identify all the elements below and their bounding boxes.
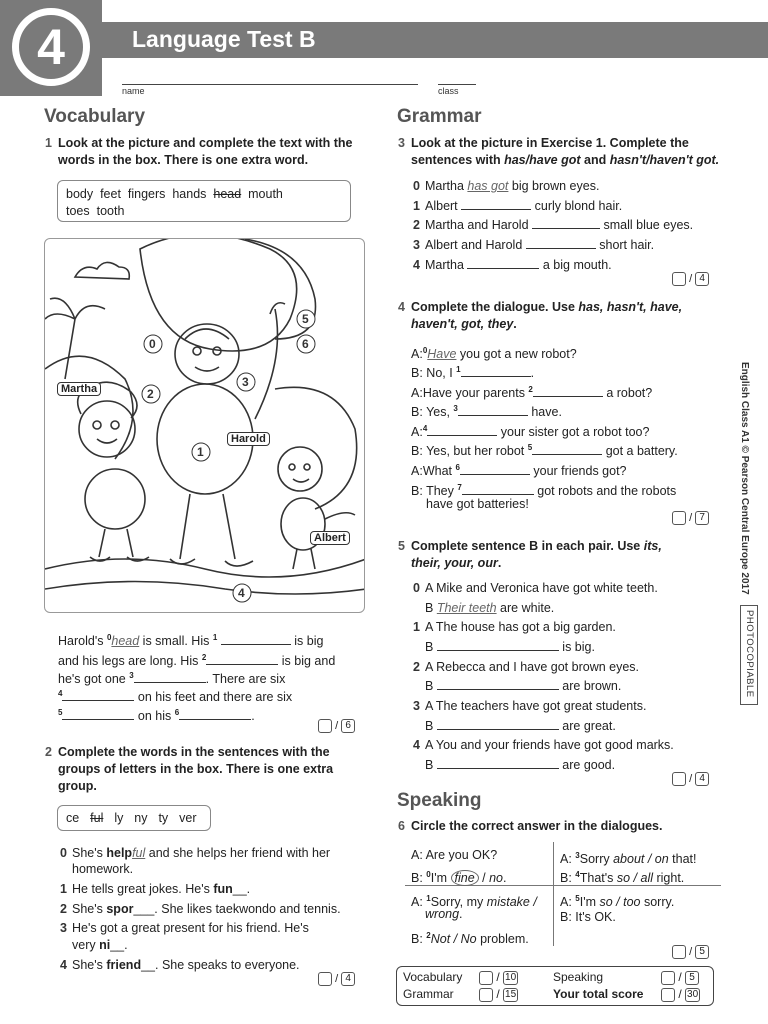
task1-line-5: $^5$ on his $^6$ . [58, 708, 255, 724]
word-tooth: tooth [96, 204, 125, 218]
task4-line-1: B: No, I $^1$ . [411, 365, 535, 381]
unit-number-block [0, 0, 102, 96]
task3-item-3: 3 Albert and Harold short hair. [413, 238, 655, 252]
word-body: body [66, 187, 94, 201]
pic-num-0: 0 [149, 337, 156, 351]
pic-num-2: 2 [147, 387, 154, 401]
word-hands: hands [172, 187, 207, 201]
task2-instruction [45, 744, 358, 795]
task5-item-3b: B are great. [425, 719, 616, 733]
photocopiable-box [740, 605, 758, 705]
word-fingers: fingers [127, 187, 166, 201]
copyright-text: English Class A1 © Pearson Central Europe 2017 [739, 362, 750, 595]
blank-2[interactable] [206, 653, 278, 665]
dialogue4-a: A: $^5$I'm so / too sorry. [560, 894, 675, 910]
dialogue3-b: B: $^4$That's so / all right. [560, 870, 685, 886]
task5-item-1a: 1 A The house has got a big garden. [413, 620, 616, 634]
blank-5[interactable] [62, 708, 134, 720]
task5-score: / 4 [672, 772, 709, 786]
task2-item-3-cont: very ni__. [72, 938, 128, 952]
cartoon-picture [44, 238, 365, 613]
task2-score: / 4 [318, 972, 355, 986]
blank-4[interactable] [62, 689, 134, 701]
task5-item-0a: 0 A Mike and Veronica have got white teeth. [413, 581, 658, 595]
dialogue2-b: B: $^2$Not / No problem. [411, 931, 529, 947]
task1-line-3: he's got one $^3$ . There are six [58, 671, 286, 687]
total-speaking: Speaking / 5 [553, 970, 699, 985]
task2-item-0-cont: homework. [72, 862, 134, 876]
task2-letter-box: ce ful ly ny ty ver [57, 805, 211, 831]
task2-item-2: 2 She's spor___. She likes taekwondo and tennis. [60, 902, 341, 916]
task4-line-4: A:$^4$ your sister got a robot too? [411, 424, 650, 440]
grammar-heading: Grammar [397, 106, 482, 127]
task3-instruction: 3 Look at the picture in Exercise 1. Complete the sentences with has/have got and hasn't/haven't got. [398, 136, 720, 167]
pic-num-5: 5 [302, 312, 309, 326]
word-toes: toes [66, 204, 90, 218]
task4-line-2: A:Have your parents $^2$ a robot? [411, 385, 653, 401]
task6-score: / 5 [672, 945, 709, 959]
task3-item-4: 4 Martha a big mouth. [413, 258, 612, 272]
task4-line-5: B: Yes, but her robot $^5$ got a battery. [411, 443, 678, 459]
task1-score: / 6 [318, 719, 355, 733]
dialogue4-b: B: It's OK. [560, 910, 616, 924]
circled-answer-fine[interactable]: fine [451, 870, 479, 886]
task4-line-6: A:What $^6$ your friends got? [411, 463, 627, 479]
dialogue1-a: A: Are you OK? [411, 848, 498, 862]
totals-box [396, 966, 714, 1006]
dialogue3-a: A: $^3$Sorry about / on that! [560, 851, 697, 867]
cartoon-illustration [45, 239, 365, 613]
task5-item-4a: 4 A You and your friends have got good marks. [413, 738, 674, 752]
pic-num-4: 4 [238, 586, 245, 600]
task4-line-3: B: Yes, $^3$ have. [411, 404, 562, 420]
task2-item-4: 4 She's friend__. She speaks to everyone. [60, 958, 300, 972]
task4-line-0: A:$^0$Have you got a new robot? [411, 346, 577, 362]
dialogue2-a: A: $^1$Sorry, my mistake / [411, 894, 537, 910]
task5-item-2b: B are brown. [425, 679, 622, 693]
class-line[interactable] [438, 84, 476, 85]
total-score: Your total score / 30 [553, 987, 699, 1001]
blank-3[interactable] [134, 671, 206, 683]
word-head-struck: head [213, 187, 242, 201]
blank-1[interactable] [221, 633, 291, 645]
class-label: class [438, 86, 459, 96]
task2-item-3: 3 He's got a great present for his friend. He's [60, 921, 309, 935]
task5-item-0b: B Their teeth are white. [425, 601, 555, 615]
score-box[interactable] [318, 719, 332, 733]
task5-item-3a: 3 A The teachers have got great students. [413, 699, 647, 713]
task6-dialogue-grid [405, 842, 721, 946]
pic-num-6: 6 [302, 337, 309, 351]
task1-line-1: Harold's $^0$head is small. His $^1$ is big [58, 633, 324, 649]
task5-item-4b: B are good. [425, 758, 616, 772]
task1-line-2: and his legs are long. His $^2$ is big and [58, 653, 336, 669]
task6-instruction: 6 Circle the correct answer in the dialogues. [398, 819, 663, 833]
word-mouth: mouth [248, 187, 283, 201]
name-line[interactable] [122, 84, 418, 85]
total-grammar: Grammar / 15 [403, 987, 517, 1001]
task1-answer-0: head [111, 634, 140, 649]
photocopiable-text: PHOTOCOPIABLE [744, 610, 755, 698]
task2-number: 2 [45, 745, 52, 759]
name-label: name [122, 86, 145, 96]
task5-instruction: 5 Complete sentence B in each pair. Use its, their, your, our. [398, 539, 662, 570]
task3-item-1: 1 Albert curly blond hair. [413, 199, 623, 213]
speaking-heading: Speaking [397, 790, 482, 811]
task4-line-7-cont: have got batteries! [426, 497, 529, 511]
task5-item-1b: B is big. [425, 640, 595, 654]
pic-num-3: 3 [242, 375, 249, 389]
unit-number: 4 [12, 8, 90, 86]
task1-text: Look at the picture and complete the text with the words in the box. There is one extra word. [58, 136, 353, 167]
letters-ful-struck: ful [90, 811, 104, 825]
task3-item-0: 0 Martha has got big brown eyes. [413, 179, 600, 193]
task1-line-4: $^4$ on his feet and there are six [58, 689, 293, 705]
word-feet: feet [100, 187, 121, 201]
task1-number: 1 [45, 136, 52, 150]
task1-word-box [57, 180, 351, 222]
label-albert: Albert [310, 531, 350, 545]
pic-num-1: 1 [197, 445, 204, 459]
task4-line-7: B: They $^7$ got robots and the robots [411, 483, 677, 499]
task1-instruction [45, 135, 368, 169]
task4-score: / 7 [672, 511, 709, 525]
task2-item-1: 1 He tells great jokes. He's fun__. [60, 882, 251, 896]
label-harold: Harold [227, 432, 270, 446]
dialogue2-a-cont: wrong. [425, 907, 463, 921]
vocabulary-heading: Vocabulary [44, 106, 146, 127]
dialogue1-b: B: $^0$I'm fine / no. [411, 870, 507, 886]
task2-text: Complete the words in the sentences with the groups of letters in the box. There is one extra group. [58, 745, 334, 793]
page-title: Language Test B [132, 26, 316, 52]
task5-item-2a: 2 A Rebecca and I have got brown eyes. [413, 660, 640, 674]
task2-item-0: 0 She's helpful and she helps her friend with her [60, 846, 331, 860]
total-vocabulary: Vocabulary / 10 [403, 970, 517, 984]
task3-item-2: 2 Martha and Harold small blue eyes. [413, 218, 694, 232]
task3-score: / 4 [672, 272, 709, 286]
blank-6[interactable] [179, 708, 251, 720]
task4-instruction: 4 Complete the dialogue. Use has, hasn't, have, haven't, got, they. [398, 300, 683, 331]
label-martha: Martha [57, 382, 101, 396]
